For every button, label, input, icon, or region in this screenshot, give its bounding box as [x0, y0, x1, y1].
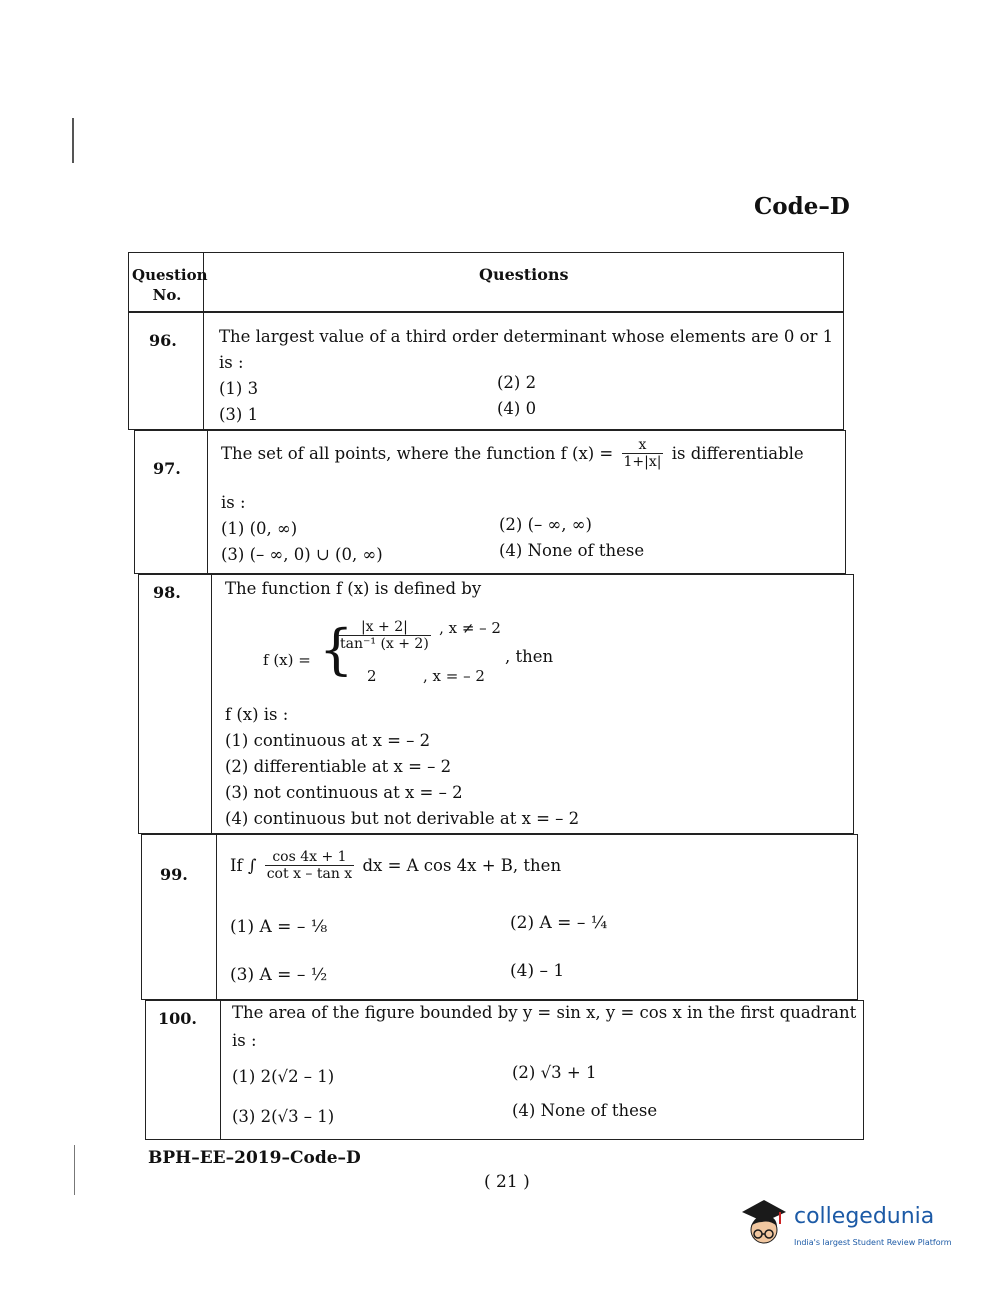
- question-row-99: [141, 834, 858, 1000]
- question-text: The function f (x) is defined by: [225, 579, 482, 598]
- table-header-row: [128, 252, 844, 312]
- then-text: , then: [505, 647, 554, 666]
- question-number: 98.: [153, 583, 181, 602]
- question-row-97: [134, 430, 846, 574]
- option-4: (4) None of these: [512, 1101, 658, 1120]
- case1-fraction: [335, 619, 501, 652]
- option-1: (1) 2(√2 – 1): [232, 1067, 335, 1086]
- integral-expression: [230, 849, 561, 882]
- collegedunia-logo: [736, 1198, 961, 1258]
- option-4: (4) None of these: [499, 541, 645, 560]
- question-row-96: [128, 312, 844, 430]
- question-text: f (x) is :: [225, 705, 289, 724]
- option-4: (4) continuous but not derivable at x = – 2: [225, 809, 580, 828]
- option-3: (3) not continuous at x = – 2: [225, 783, 463, 802]
- page-number: ( 21 ): [484, 1172, 530, 1192]
- option-2: (2) differentiable at x = – 2: [225, 757, 452, 776]
- fraction: [622, 437, 664, 470]
- question-row-100: [145, 1000, 864, 1140]
- integral-post: dx = A cos 4x + B, then: [362, 856, 562, 875]
- integral-if: If ∫: [230, 856, 257, 875]
- question-number: 97.: [153, 459, 181, 478]
- option-2: (2) (– ∞, ∞): [499, 515, 592, 534]
- case1-condition: , x ≠ – 2: [439, 619, 501, 637]
- header-questions: Questions: [479, 265, 569, 284]
- logo-tagline: India's largest Student Review Platform: [794, 1238, 952, 1247]
- fraction: [338, 619, 431, 652]
- question-row-98: [138, 574, 854, 834]
- option-2: (2) 2: [497, 373, 537, 392]
- option-3: (3) (– ∞, 0) ∪ (0, ∞): [221, 545, 383, 564]
- option-2: (2) √3 + 1: [512, 1063, 597, 1082]
- option-4: (4) – 1: [510, 961, 565, 981]
- fraction-numerator: x: [622, 437, 664, 454]
- brace-symbol: {: [319, 618, 354, 681]
- option-3: (3) 1: [219, 405, 259, 424]
- question-text: The area of the figure bounded by y = sin x, y = cos x in the first quadrant: [232, 1003, 857, 1022]
- question-text: is :: [219, 353, 244, 372]
- question-number: 100.: [158, 1009, 197, 1028]
- case2-value: 2: [367, 667, 377, 685]
- paper-footer-code: BPH–EE–2019–Code–D: [148, 1148, 361, 1168]
- fx-label: f (x) =: [263, 651, 311, 669]
- mascot-icon: [736, 1198, 792, 1258]
- question-text: is :: [232, 1031, 257, 1050]
- paper-code: Code–D: [754, 193, 850, 220]
- option-1: (1) continuous at x = – 2: [225, 731, 431, 750]
- fraction-denominator: tan⁻¹ (x + 2): [340, 636, 429, 652]
- fraction-denominator: cot x – tan x: [266, 866, 353, 882]
- question-number: 99.: [160, 865, 188, 884]
- margin-mark: [72, 118, 74, 163]
- option-1: (1) (0, ∞): [221, 519, 298, 538]
- fraction-numerator: |x + 2|: [338, 619, 431, 636]
- option-3: (3) A = – ½: [230, 965, 328, 985]
- logo-wordmark: collegedunia: [794, 1204, 935, 1229]
- case2-condition: , x = – 2: [423, 667, 485, 685]
- option-4: (4) 0: [497, 399, 537, 418]
- question-text: [221, 437, 804, 470]
- fraction-denominator: 1+|x|: [623, 454, 662, 470]
- question-text: is :: [221, 493, 246, 512]
- fraction: [265, 849, 354, 882]
- question-text: The largest value of a third order determinant whose elements are 0 or 1: [219, 327, 834, 346]
- option-2: (2) A = – ¼: [510, 913, 608, 933]
- margin-mark: [74, 1145, 75, 1195]
- fraction-numerator: cos 4x + 1: [265, 849, 354, 866]
- header-question-no: Question No.: [132, 266, 208, 304]
- question-text-post: is differentiable: [671, 444, 804, 463]
- option-1: (1) A = – ⅛: [230, 917, 328, 937]
- question-text-pre: The set of all points, where the function f (x) =: [221, 444, 614, 463]
- question-number: 96.: [149, 331, 177, 350]
- option-1: (1) 3: [219, 379, 259, 398]
- option-3: (3) 2(√3 – 1): [232, 1107, 335, 1126]
